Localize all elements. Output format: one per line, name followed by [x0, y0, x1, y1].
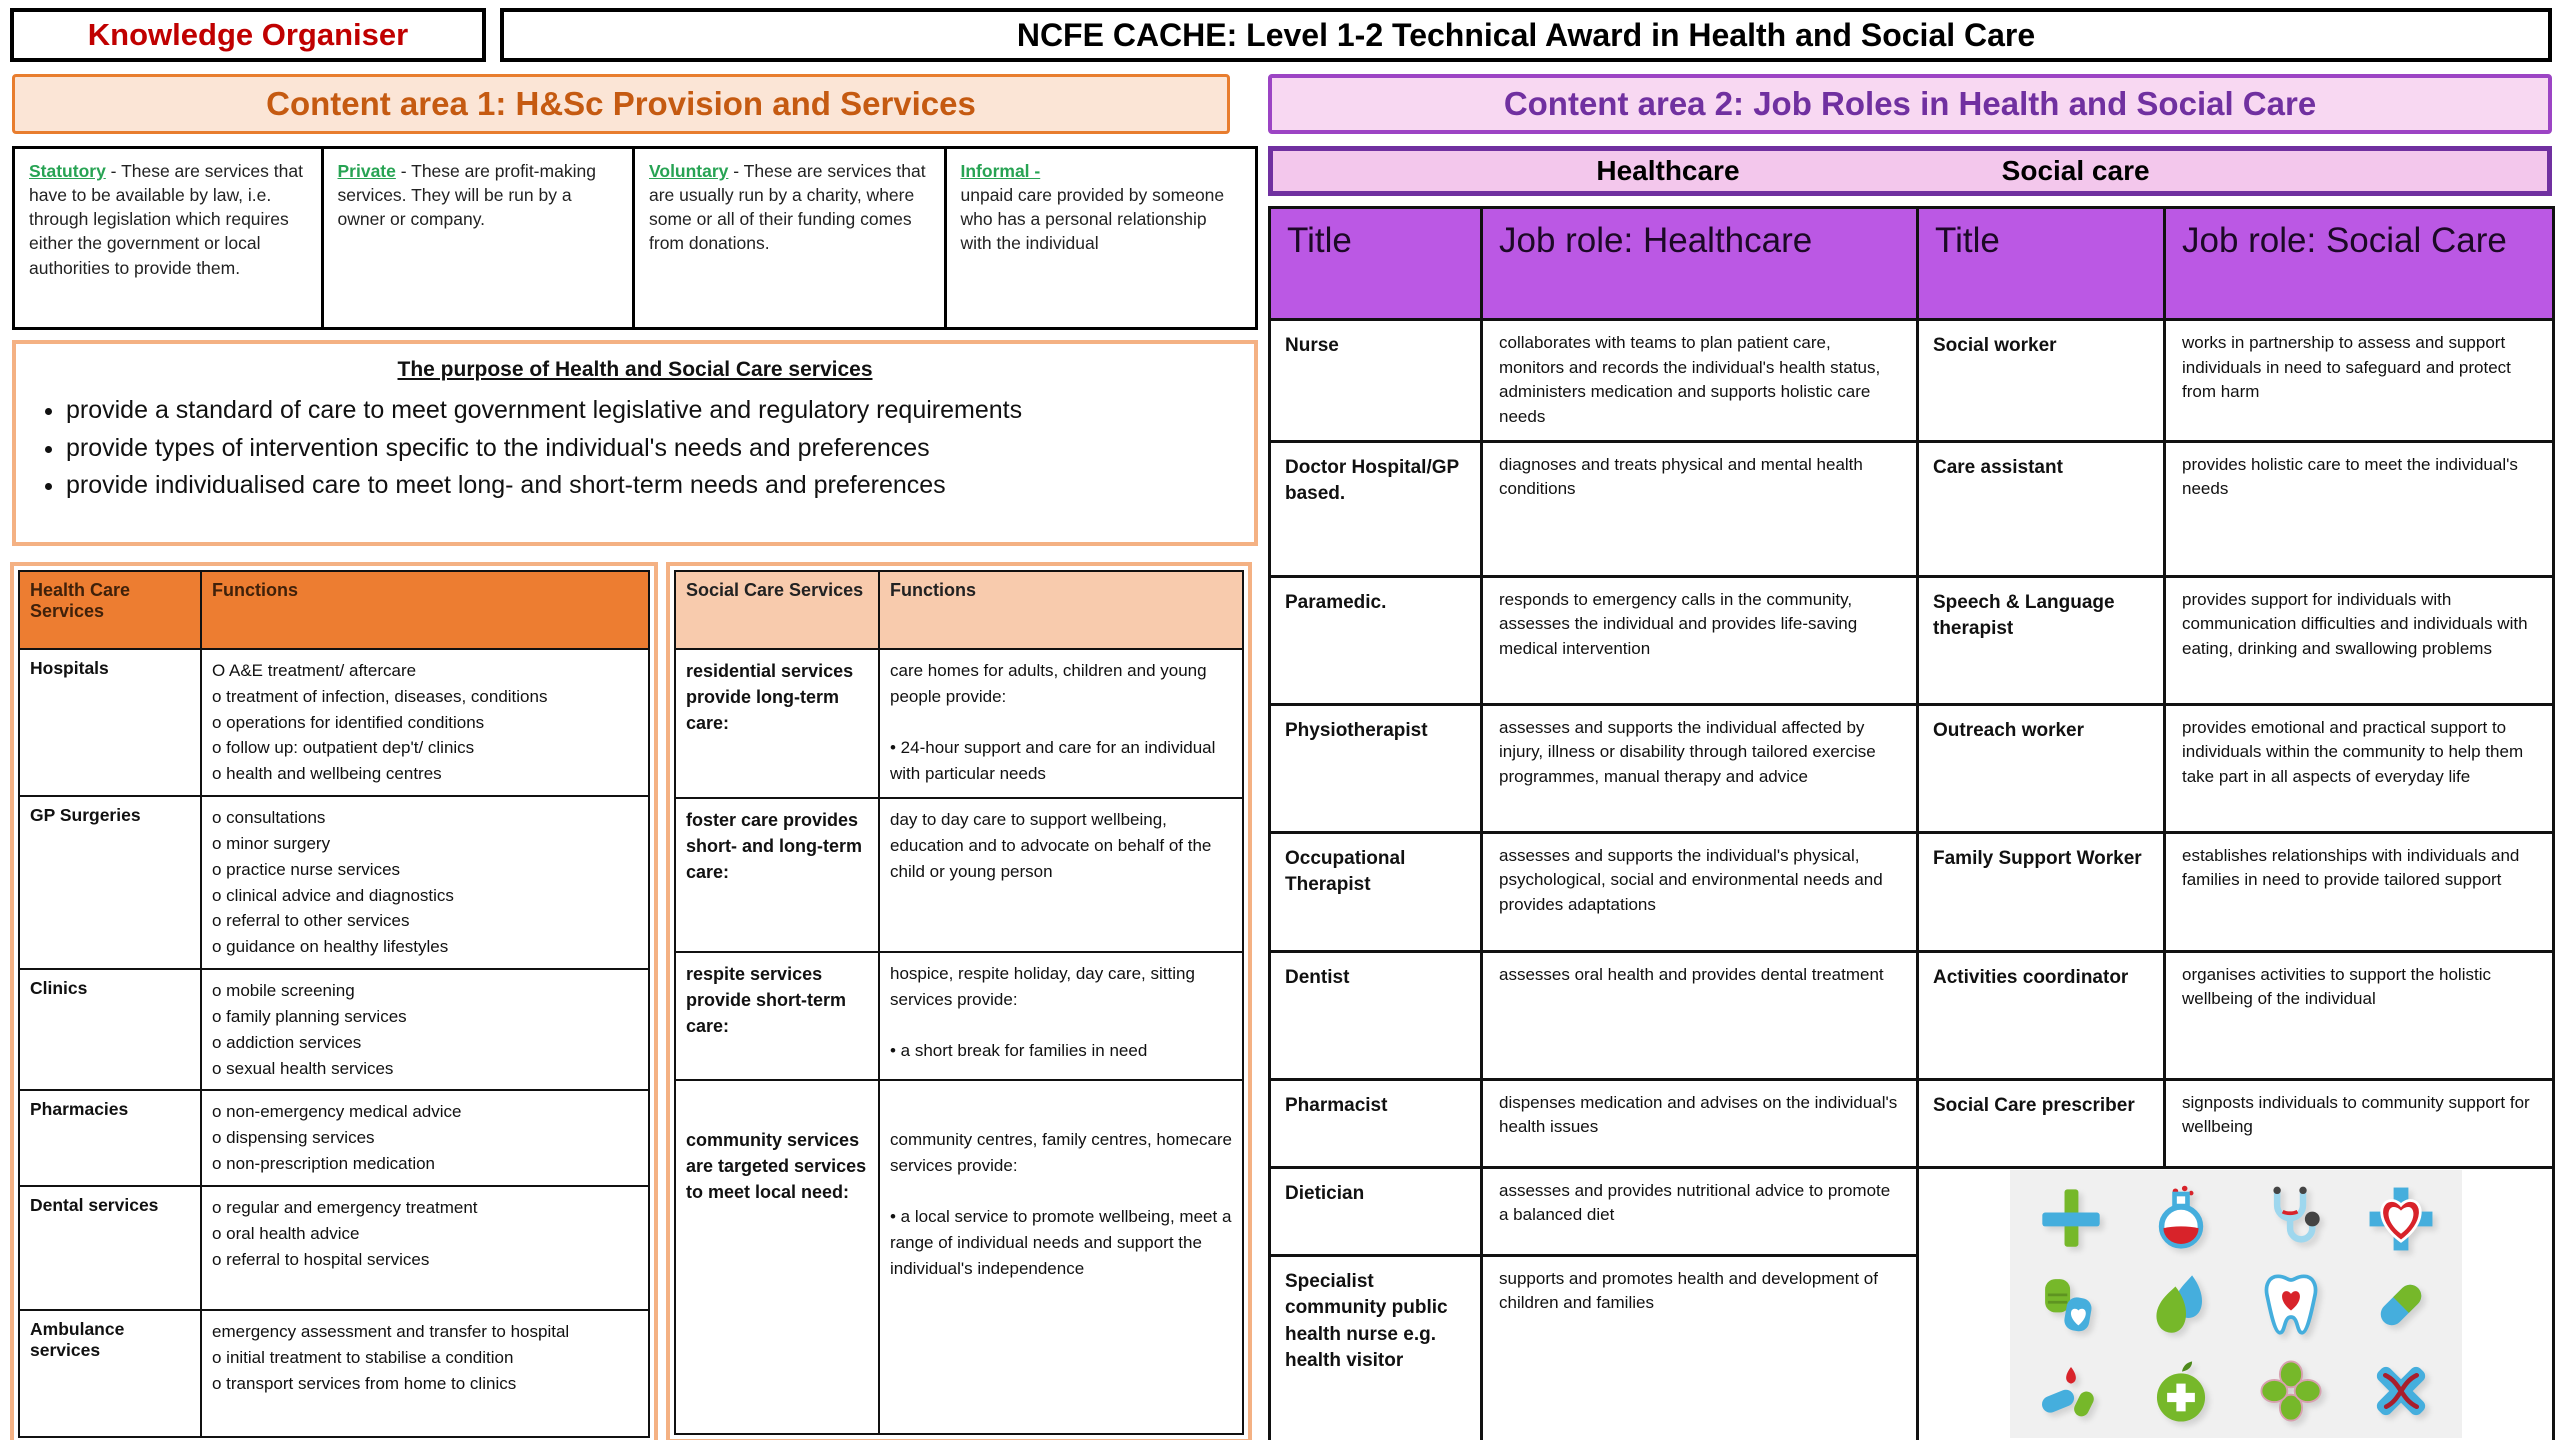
function-line: o transport services from home to clinics	[212, 1373, 517, 1393]
definition-text: These are services that are usually run by a charity, where some or all of their funding comes from donations.	[649, 161, 926, 254]
function-line: community centres, family centres, homecare services provide:	[890, 1130, 1233, 1175]
function-line: o non-emergency medical advice	[212, 1102, 462, 1122]
job-title-social-care: Social Care prescriber	[1918, 1079, 2165, 1167]
definition-separator: -	[105, 161, 122, 181]
job-role-healthcare: assesses and provides nutritional advice to promote a balanced diet	[1482, 1167, 1918, 1255]
table-row	[1270, 441, 2554, 576]
function-line: o health and wellbeing centres	[212, 764, 442, 784]
service-name: GP Surgeries	[19, 796, 201, 969]
service-functions	[201, 796, 649, 969]
definition-term: Voluntary	[649, 161, 729, 181]
job-title-healthcare: Physiotherapist	[1270, 704, 1482, 832]
job-role-healthcare: collaborates with teams to plan patient care, monitors and records the individual's health status, administers medication and supports holistic care needs	[1482, 320, 1918, 442]
function-line	[890, 1179, 1232, 1205]
function-line: o mobile screening	[212, 981, 355, 1001]
job-title-social-care: Family Support Worker	[1918, 832, 2165, 951]
table-row	[1270, 704, 2554, 832]
function-line: o treatment of infection, diseases, conditions	[212, 686, 548, 706]
table-row	[1270, 832, 2554, 951]
function-line: • 24-hour support and care for an individual with particular needs	[890, 738, 1216, 784]
column-header: Functions	[201, 571, 649, 649]
service-name: Clinics	[19, 969, 201, 1090]
service-functions	[201, 1310, 649, 1437]
job-title-healthcare: Pharmacist	[1270, 1079, 1482, 1167]
service-name: Dental services	[19, 1186, 201, 1310]
sector-label-social-care: Social care	[2001, 155, 2150, 186]
course-title: NCFE CACHE: Level 1-2 Technical Award in Health and Social Care	[500, 8, 2552, 62]
job-role-healthcare: assesses and supports the individual's physical, psychological, social and environmental needs and provides adaptations	[1482, 832, 1918, 951]
function-line: o practice nurse services	[212, 859, 401, 879]
function-line: o dispensing services	[212, 1128, 375, 1148]
function-line: o follow up: outpatient dep't/ clinics	[212, 738, 475, 758]
table-row	[19, 649, 649, 796]
content-area-1-banner: Content area 1: H&Sc Provision and Services	[12, 74, 1230, 134]
function-line: o initial treatment to stabilise a condition	[212, 1347, 514, 1367]
job-title-healthcare: Paramedic.	[1270, 576, 1482, 704]
table-row	[19, 1310, 649, 1437]
job-role-social-care: provides emotional and practical support to individuals within the community to help them take part in all aspects of everyday life	[2165, 704, 2554, 832]
social-care-services-table	[674, 570, 1244, 1435]
job-title-healthcare: Nurse	[1270, 320, 1482, 442]
definition-term: Private	[337, 161, 396, 181]
function-line: day to day care to support wellbeing, education and to advocate on behalf of the child or young person	[890, 810, 1212, 881]
column-header: Title	[1918, 208, 2165, 320]
function-line: o guidance on healthy lifestyles	[212, 937, 449, 957]
content-area-2-banner: Content area 2: Job Roles in Health and Social Care	[1268, 74, 2552, 134]
definition-text: These are services that have to be available by law, i.e. through legislation which requires either the government or local authorities to provide them.	[29, 161, 303, 278]
column-header: Job role: Social Care	[2165, 208, 2554, 320]
medical-cross-icon	[2028, 1176, 2114, 1262]
service-functions	[201, 1186, 649, 1310]
job-role-healthcare: dispenses medication and advises on the individual's health issues	[1482, 1079, 1918, 1167]
job-title-social-care: Care assistant	[1918, 441, 2165, 576]
function-line: o consultations	[212, 808, 326, 828]
job-role-healthcare: diagnoses and treats physical and mental health conditions	[1482, 441, 1918, 576]
service-functions	[201, 1090, 649, 1185]
apple-cross-icon	[2138, 1348, 2224, 1434]
function-line: o operations for identified conditions	[212, 712, 485, 732]
function-line: o addiction services	[212, 1032, 362, 1052]
job-title-healthcare: Dentist	[1270, 951, 1482, 1079]
function-line: o referral to hospital services	[212, 1249, 430, 1269]
function-line: o referral to other services	[212, 911, 410, 931]
table-row	[1270, 1079, 2554, 1167]
table-row	[1270, 576, 2554, 704]
service-functions	[201, 969, 649, 1090]
function-line: o oral health advice	[212, 1223, 360, 1243]
sector-bar	[1268, 146, 2552, 196]
function-line	[890, 710, 1232, 736]
column-header: Functions	[879, 571, 1243, 649]
service-functions	[879, 798, 1243, 952]
job-title-healthcare: Dietician	[1270, 1167, 1482, 1255]
service-name: foster care provides short- and long-term care:	[675, 798, 879, 952]
table-row	[675, 649, 1243, 798]
heart-cross-icon	[2358, 1176, 2444, 1262]
knowledge-organiser-title: Knowledge Organiser	[10, 8, 486, 62]
purpose-box	[12, 340, 1258, 546]
function-line: o family planning services	[212, 1006, 407, 1026]
job-role-healthcare: supports and promotes health and development of children and families	[1482, 1255, 1918, 1440]
function-line: o minor surgery	[212, 833, 331, 853]
header-row	[10, 8, 2552, 62]
function-line: o non-prescription medication	[212, 1154, 436, 1174]
table-row	[19, 1186, 649, 1310]
job-title-healthcare: Occupational Therapist	[1270, 832, 1482, 951]
job-roles-table	[1268, 206, 2555, 1440]
table-row	[1270, 951, 2554, 1079]
service-functions	[879, 649, 1243, 798]
service-name: Hospitals	[19, 649, 201, 796]
job-role-social-care: signposts individuals to community support for wellbeing	[2165, 1079, 2554, 1167]
table-row	[675, 1080, 1243, 1434]
service-name: community services are targeted services to meet local need:	[675, 1080, 879, 1434]
purpose-bullet: • provide a standard of care to meet government legislative and regulatory requirements	[66, 392, 1230, 430]
purpose-title: The purpose of Health and Social Care services	[397, 358, 873, 381]
definition-separator: -	[395, 161, 412, 181]
leaf-drop-icon	[2138, 1262, 2224, 1348]
table-header-row	[1270, 208, 2554, 320]
table-row	[19, 1090, 649, 1185]
table-row	[1270, 1167, 2554, 1255]
job-role-social-care: works in partnership to assess and support individuals in need to safeguard and protect from harm	[2165, 320, 2554, 442]
job-title-social-care: Social worker	[1918, 320, 2165, 442]
definition-box	[632, 146, 947, 330]
medical-icons-cell	[1918, 1167, 2554, 1440]
service-name: Pharmacies	[19, 1090, 201, 1185]
service-name: Ambulance services	[19, 1310, 201, 1437]
function-line: emergency assessment and transfer to hospital	[212, 1321, 570, 1341]
service-name: residential services provide long-term care:	[675, 649, 879, 798]
health-care-services-panel	[10, 562, 658, 1440]
job-title-healthcare: Doctor Hospital/GP based.	[1270, 441, 1482, 576]
pills-icon	[2028, 1348, 2114, 1434]
purpose-bullet: • provide types of intervention specific to the individual's needs and preferences	[66, 430, 1230, 468]
function-line: o sexual health services	[212, 1058, 394, 1078]
definition-term: Statutory	[29, 161, 106, 181]
function-line: • a local service to promote wellbeing, meet a range of individual needs and support the individual's independence	[890, 1207, 1232, 1279]
definition-term: Informal -	[960, 161, 1041, 181]
table-row	[675, 952, 1243, 1080]
table-header-row	[675, 571, 1243, 649]
definition-text: These are profit-making services. They will be run by a owner or company.	[337, 161, 596, 230]
job-role-social-care: provides holistic care to meet the individual's needs	[2165, 441, 2554, 576]
function-line: o regular and emergency treatment	[212, 1197, 478, 1217]
column-header: Health Care Services	[19, 571, 201, 649]
stethoscope-icon	[2248, 1176, 2334, 1262]
purpose-bullet: • provide individualised care to meet long- and short-term needs and preferences	[66, 467, 1230, 505]
service-functions	[879, 952, 1243, 1080]
purpose-list	[40, 392, 1230, 505]
function-line: O A&E treatment/ aftercare	[212, 661, 417, 680]
table-row	[1270, 320, 2554, 442]
column-header: Job role: Healthcare	[1482, 208, 1918, 320]
hand-heart-icon	[2028, 1262, 2114, 1348]
job-role-social-care: provides support for individuals with communication difficulties and individuals with eating, drinking and swallowing problems	[2165, 576, 2554, 704]
capsule-icon	[2358, 1262, 2444, 1348]
medical-icons-panel	[2010, 1170, 2462, 1438]
function-line	[890, 1013, 1232, 1039]
function-line: o clinical advice and diagnostics	[212, 885, 454, 905]
function-line: care homes for adults, children and young people provide:	[890, 661, 1207, 706]
table-header-row	[19, 571, 649, 649]
ribbon-cross-icon	[2358, 1348, 2444, 1434]
job-title-social-care: Speech & Language therapist	[1918, 576, 2165, 704]
service-name: respite services provide short-term care:	[675, 952, 879, 1080]
definition-text: unpaid care provided by someone who has a personal relationship with the individual	[960, 185, 1225, 254]
service-functions	[879, 1080, 1243, 1434]
flask-icon	[2138, 1176, 2224, 1262]
service-functions	[201, 649, 649, 796]
job-role-social-care: establishes relationships with individuals and families in need to provide tailored support	[2165, 832, 2554, 951]
tooth-heart-icon	[2248, 1262, 2334, 1348]
definition-box	[321, 146, 636, 330]
job-role-healthcare: responds to emergency calls in the community, assesses the individual and provides life-saving medical intervention	[1482, 576, 1918, 704]
sector-label-healthcare: Healthcare	[1596, 155, 1740, 186]
job-title-social-care: Activities coordinator	[1918, 951, 2165, 1079]
table-row	[19, 969, 649, 1090]
job-role-social-care: organises activities to support the holistic wellbeing of the individual	[2165, 951, 2554, 1079]
function-line: • a short break for families in need	[890, 1041, 1148, 1061]
job-role-healthcare: assesses oral health and provides dental treatment	[1482, 951, 1918, 1079]
definitions-row	[12, 146, 1258, 330]
table-row	[19, 796, 649, 969]
clover-icon	[2248, 1348, 2334, 1434]
job-roles-panel	[1268, 206, 2552, 1440]
job-title-healthcare: Specialist community public health nurse e.g. health visitor	[1270, 1255, 1482, 1440]
job-title-social-care: Outreach worker	[1918, 704, 2165, 832]
function-line: hospice, respite holiday, day care, sitting services provide:	[890, 964, 1195, 1009]
definition-box	[944, 146, 1259, 330]
job-role-healthcare: assesses and supports the individual affected by injury, illness or disability through tailored exercise programmes, manual therapy and advice	[1482, 704, 1918, 832]
social-care-services-panel	[666, 562, 1252, 1440]
column-header: Title	[1270, 208, 1482, 320]
table-row	[675, 798, 1243, 952]
column-header: Social Care Services	[675, 571, 879, 649]
health-care-services-table	[18, 570, 650, 1438]
definition-box	[12, 146, 324, 330]
definition-separator: -	[728, 161, 744, 181]
